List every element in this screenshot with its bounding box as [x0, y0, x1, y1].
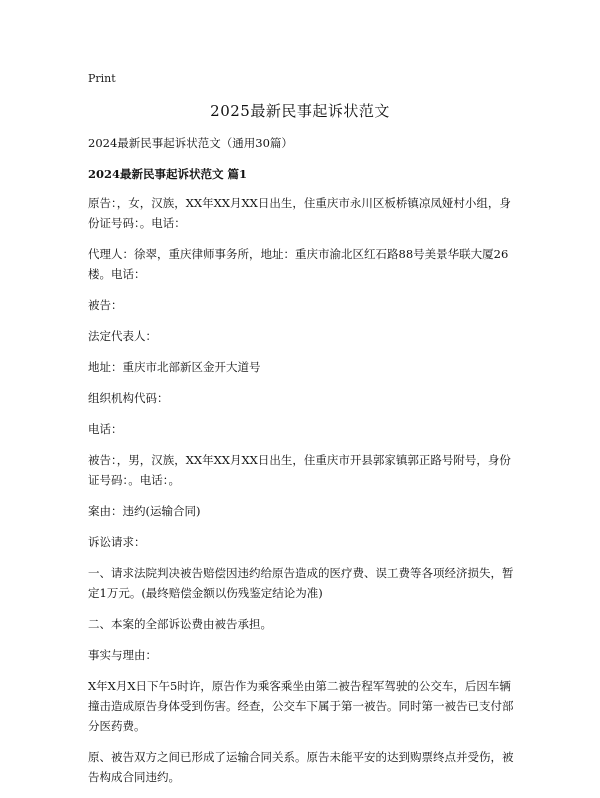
defendant-phone: 电话：: [88, 422, 123, 436]
claims-heading: 诉讼请求：: [88, 535, 146, 549]
facts-paragraph-two: 原、被告双方之间已形成了运输合同关系。原告未能平安的达到购票终点并受伤，被告构成合同违约。: [88, 750, 514, 784]
document-title: 2025最新民事起诉状范文: [210, 102, 390, 120]
defendant-label: 被告：: [88, 298, 123, 312]
defendant-address: 地址：重庆市北部新区金开大道号: [88, 360, 261, 374]
document-subtitle: 2024最新民事起诉状范文（通用30篇）: [88, 136, 293, 150]
print-link[interactable]: Print: [88, 72, 116, 85]
facts-heading: 事实与理由：: [88, 648, 157, 662]
claim-two: 二、本案的全部诉讼费由被告承担。: [88, 617, 272, 631]
plaintiff-paragraph: 原告：，女，汉族，XX年XX月XX日出生，住重庆市永川区板桥镇凉凤娅村小组，身份证号码：。电话：: [88, 196, 511, 230]
agent-paragraph: 代理人：徐翠，重庆律师事务所，地址：重庆市渝北区红石路88号美景华联大厦26楼。电话：: [88, 247, 509, 281]
organization-code: 组织机构代码：: [88, 391, 169, 405]
cause-of-action: 案由：违约(运输合同): [88, 504, 201, 518]
document-body: [88, 133, 518, 798]
legal-representative: 法定代表人：: [88, 329, 157, 343]
claim-one: 一、请求法院判决被告赔偿因违约给原告造成的医疗费、误工费等各项经济损失，暂定1万元。(最终赔偿金额以伤残鉴定结论为准): [88, 566, 514, 600]
facts-paragraph-one: X年X月X日下午5时许，原告作为乘客乘坐由第二被告程军驾驶的公交车，后因车辆撞击造成原告身体受到伤害。经查，公交车下属于第一被告。同时第一被告已支付部分医药费。: [88, 679, 514, 733]
second-defendant-paragraph: 被告：，男，汉族，XX年XX月XX日出生，住重庆市开县郭家镇郭正路号附号，身份证号码：。电话：。: [88, 453, 511, 487]
section-heading: 2024最新民事起诉状范文 篇1: [88, 167, 248, 181]
